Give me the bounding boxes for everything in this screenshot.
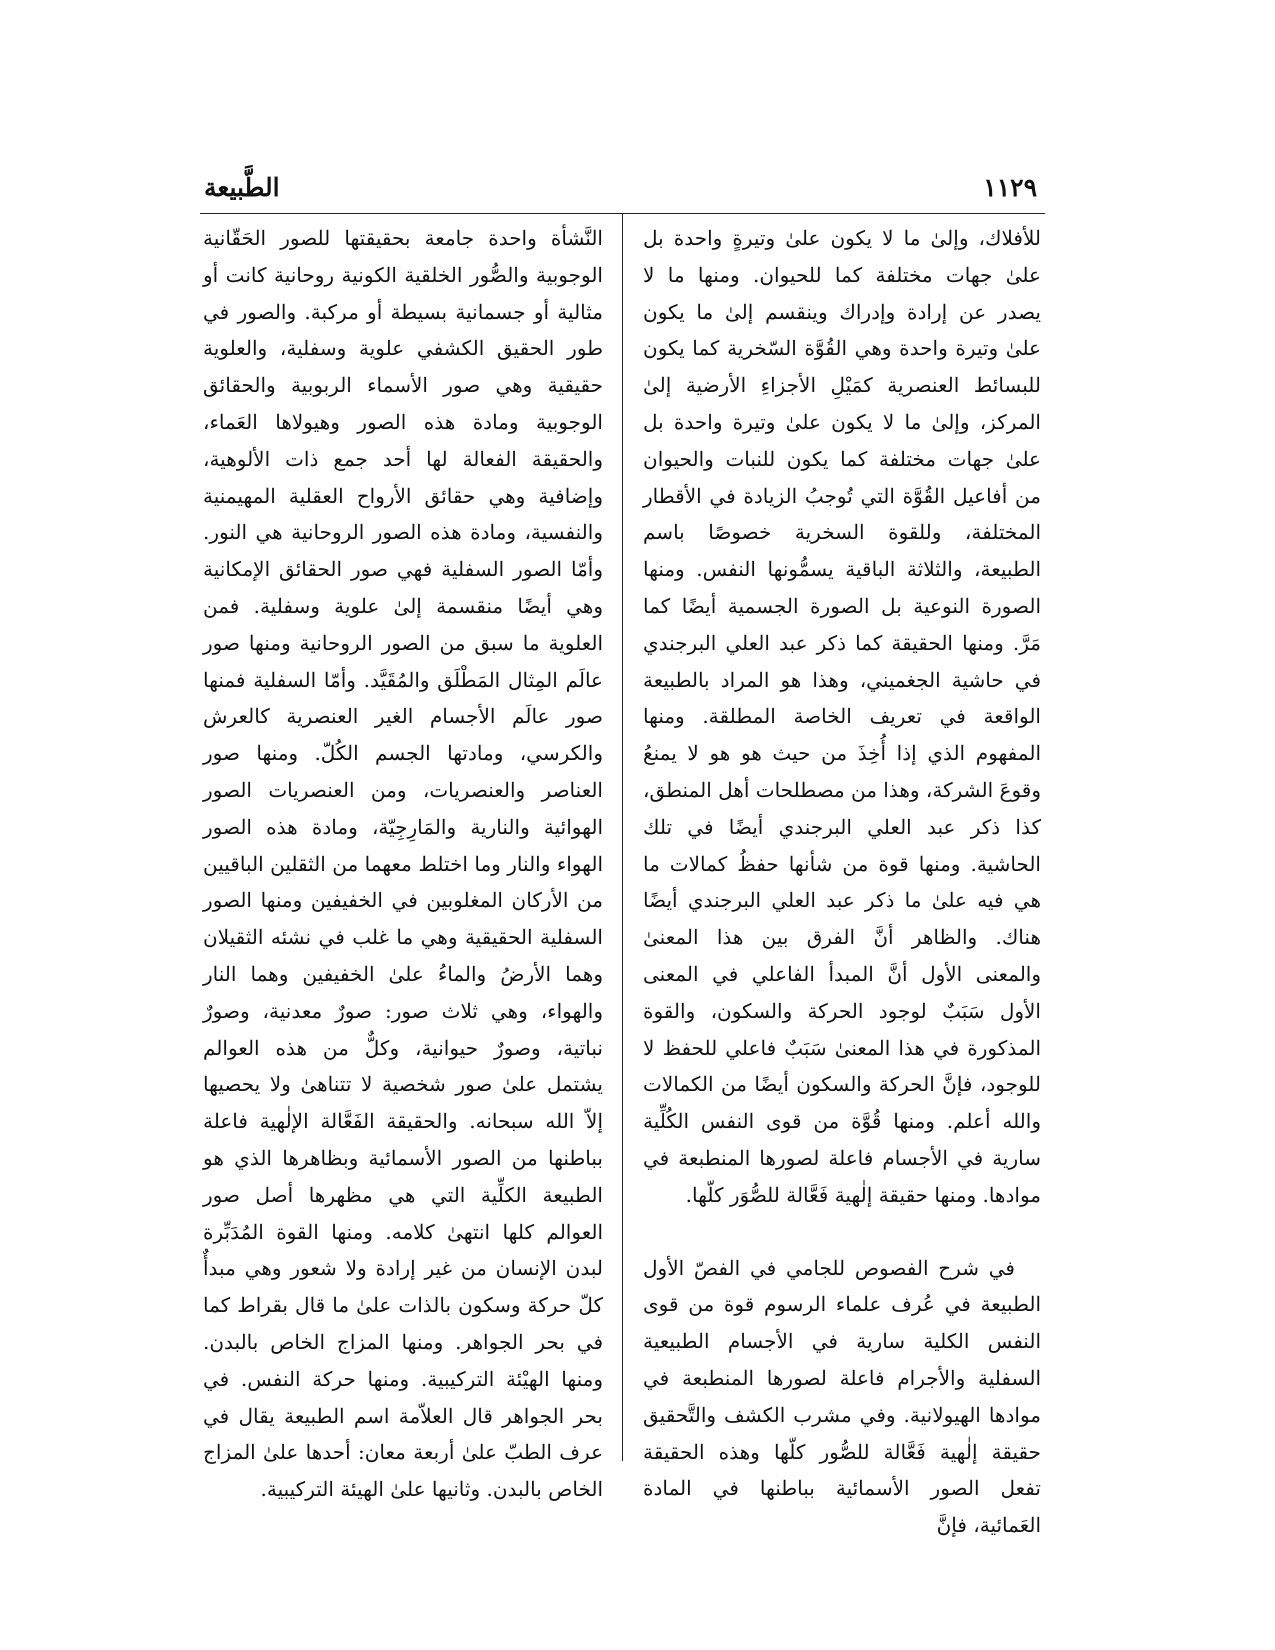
page-header — [200, 173, 1045, 213]
page-number: ١١٢٩ — [983, 173, 1037, 202]
paragraph-gap — [643, 1214, 1041, 1250]
left-column-paragraph-1: النَّشأة واحدة جامعة بحقيقتها للصور الحَقّانية الوجوبية والصُّور الخلقية الكونية روحانية كانت أو مثالية أو جسمانية بسيطة أو مركبة. والصور في طور الحقيق الكشفي علوية وسفلية، والعلوية حقيقية وهي صور الأسماء الربوبية والحقائق الوجوبية ومادة هذه الصور وهيولاها العَماء، والحقيقة الفعالة لها أحد جمع ذات الألوهية، وإضافية وهي حقائق الأرواح العقلية المهيمنية والنفسية، ومادة هذه الصور الروحانية هي النور. وأمّا الصور السفلية فهي صور الحقائق الإمكانية وهي أيضًا منقسمة إلىٰ علوية وسفلية. فمن العلوية ما سبق من الصور الروحانية ومنها صور عالَم المِثال المَطْلَق والمُقَيَّد. وأمّا السفلية فمنها صور عالَم الأجسام الغير العنصرية كالعرش والكرسي، ومادتها الجسم الكُلّ. ومنها صور العناصر والعنصريات، ومن العنصريات الصور الهوائية والنارية والمَارِجِيّة، ومادة هذه الصور الهواء والنار وما اختلط معهما من الثقلين الباقيين من الأركان المغلوبين في الخفيفين ومنها الصور السفلية الحقيقية وهي ما غلب في نشئه الثقيلان وهما الأرضُ والماءُ علىٰ الخفيفين وهما النار والهواء، وهي ثلاث صور: صورٌ معدنية، وصورٌ نباتية، وصورٌ حيوانية، وكلٌّ من هذه العوالم يشتمل علىٰ صور شخصية لا تتناهىٰ ولا يحصيها إلاّ الله سبحانه. والحقيقة الفَعَّالة الإلٰهية فاعلة بباطنها من الصور الأسمائية وبظاهرها الذي هو الطبيعة الكلِّية التي هي مظهرها أصل صور العوالم كلها انتهىٰ كلامه. ومنها القوة المُدَبِّرة لبدن الإنسان من غير إرادة ولا شعور وهي مبدأٌ كلّ حركة وسكون بالذات علىٰ ما قال بقراط كما في بحر الجواهر. ومنها المزاج الخاص بالبدن. ومنها الهيْئة التركيبية. ومنها حركة النفس. في بحر الجواهر قال العلاّمة اسم الطبيعة يقال في عرف الطبّ علىٰ أربعة معان: أحدها علىٰ المزاج الخاص بالبدن. وثانيها علىٰ الهيئة التركيبية. — [203, 226, 603, 1502]
column-divider — [622, 213, 623, 1461]
right-column-paragraph-1: للأفلاك، وإلىٰ ما لا يكون علىٰ وتيرةٍ واحدة بل علىٰ جهات مختلفة كما للحيوان. ومنها ما لا يصدر عن إرادة وإدراك وينقسم إلىٰ ما يكون علىٰ وتيرة واحدة وهي القُوَّة السّخرية كما يكون للبسائط العنصرية كمَيْلِ الأجزاءِ الأرضية إلىٰ المركز، وإلىٰ ما لا يكون علىٰ وتيرة واحدة بل علىٰ جهات مختلفة كما يكون للنبات والحيوان من أفاعيل القُوَّة التي تُوجبُ الزيادة في الأقطار المختلفة، وللقوة السخرية خصوصًا باسم الطبيعة، والثلاثة الباقية يسمُّونها النفس. ومنها الصورة النوعية بل الصورة الجسمية أيضًا كما مَرَّ. ومنها الحقيقة كما ذكر عبد العلي البرجندي في حاشية الجغميني، وهذا هو المراد بالطبيعة الواقعة في تعريف الخاصة المطلقة. ومنها المفهوم الذي إذا أُخِذَ من حيث هو هو لا يمنعُ وقوعَ الشركة، وهذا من مصطلحات أهل المنطق، كذا ذكر عبد العلي البرجندي أيضًا في تلك الحاشية. ومنها قوة من شأنها حفظُ كمالات ما هي فيه علىٰ ما ذكر عبد العلي البرجندي أيضًا هناك. والظاهر أنَّ الفرق بين هذا المعنىٰ والمعنى الأول أنَّ المبدأ الفاعلي في المعنى الأول سَبَبٌ لوجود الحركة والسكون، والقوة المذكورة في هذا المعنىٰ سَبَبٌ فاعلي للحفظ لا للوجود، فإنَّ الحركة والسكون أيضًا من الكمالات والله أعلم. ومنها قُوَّة من قوى النفس الكُلِّية سارية في الأجسام فاعلة لصورها المنطبعة في موادها. ومنها حقيقة إلٰهية فَعَّالة للصُّوَر كلّها. — [642, 226, 1041, 1207]
right-column-paragraph-2: في شرح الفصوص للجامي في الفصّ الأول الطبيعة في عُرف علماء الرسوم قوة من قوى النفس الكلية سارية في الأجسام الطبيعية السفلية والأجرام فاعلة لصورها المنطبعة في موادها الهيولانية. وفي مشرب الكشف والتَّحقيق حقيقة إلٰهية فَعَّالة للصُّور كلّها وهذه الحقيقة تفعل الصور الأسمائية بباطنها في المادة العَمائية، فإنَّ — [643, 1255, 1041, 1538]
running-title: الطَّبيعة — [204, 173, 280, 202]
right-column — [643, 220, 1041, 1544]
left-column — [203, 220, 603, 1508]
